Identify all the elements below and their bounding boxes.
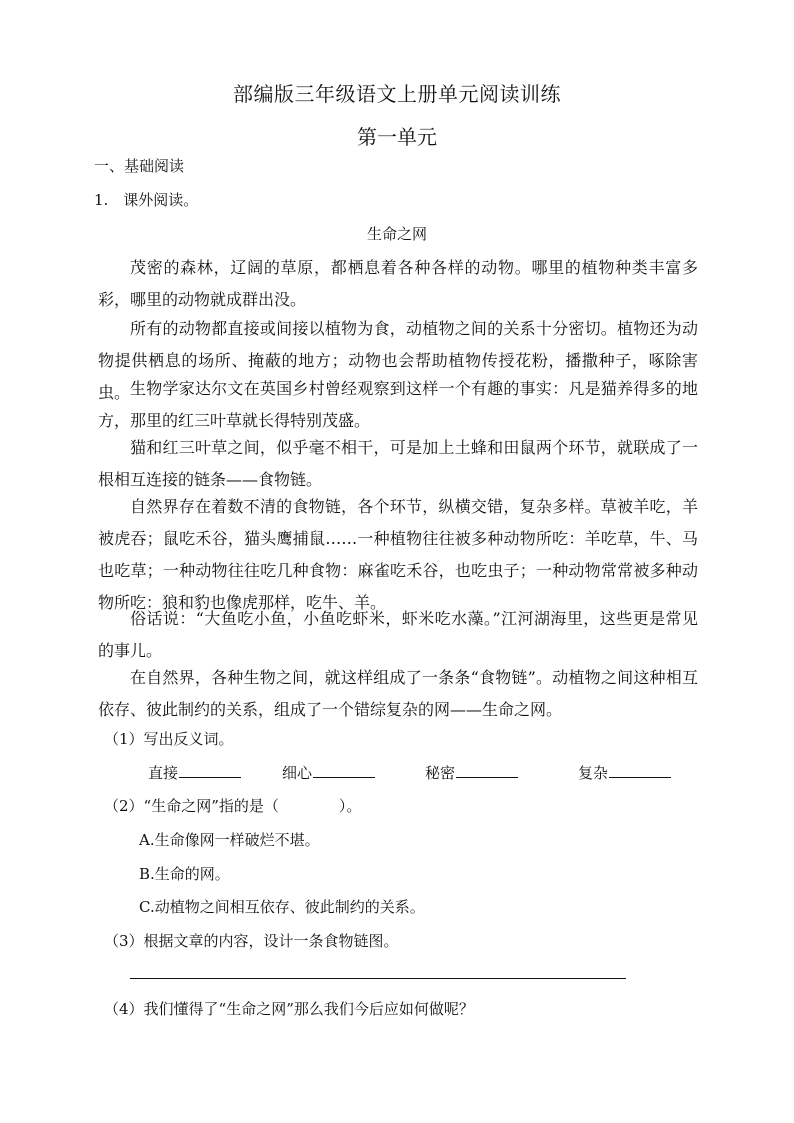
antonym-blank[interactable] <box>179 763 241 778</box>
antonym-word: 细心 <box>282 764 313 782</box>
page-title: 部编版三年级语文上册单元阅读训练 <box>233 82 561 106</box>
option-b: B.生命的网。 <box>139 865 230 883</box>
sub-question-3: （3）根据文章的内容，设计一条食物链图。 <box>104 932 399 950</box>
antonym-blank[interactable] <box>609 763 671 778</box>
antonym-word: 复杂 <box>578 764 609 782</box>
antonym-word: 直接 <box>148 764 179 782</box>
antonym-item <box>578 762 671 783</box>
sub-question-1: （1）写出反义词。 <box>104 730 234 748</box>
sub-question-4: （4）我们懂得了“生命之网”那么我们今后应如何做呢？ <box>104 1000 474 1018</box>
essay-title: 生命之网 <box>366 225 427 243</box>
essay-paragraph-3: 生物学家达尔文在英国乡村曾经观察到这样一个有趣的事实：凡是猫养得多的地方，那里的红三叶草就长得特别茂盛。 <box>98 379 698 430</box>
antonym-blank[interactable] <box>456 763 518 778</box>
antonym-blank[interactable] <box>313 763 375 778</box>
antonym-item <box>425 762 518 783</box>
unit-heading: 第一单元 <box>357 125 437 149</box>
antonym-item <box>148 762 241 783</box>
essay-paragraph-7: 在自然界，各种生物之间，就这样组成了一条条“食物链”。动植物之间这种相互依存、彼此制约的关系，组成了一个错综复杂的网——生命之网。 <box>98 668 698 719</box>
essay-paragraph-2: 所有的动物都直接或间接以植物为食，动植物之间的关系十分密切。植物还为动物提供栖息的场所、掩蔽的地方；动物也会帮助植物传授花粉，播撒种子，啄除害虫。 <box>98 319 698 402</box>
section-heading: 一、基础阅读 <box>94 157 185 175</box>
sub-question-2: （2）“生命之网”指的是（ ）。 <box>104 797 362 815</box>
essay-paragraph-4: 猫和红三叶草之间，似乎毫不相干，可是加上土蜂和田鼠两个环节，就联成了一根相互连接的链条——食物链。 <box>98 438 698 489</box>
essay-paragraph-1: 茂密的森林，辽阔的草原，都栖息着各种各样的动物。哪里的植物种类丰富多彩，哪里的动物就成群出没。 <box>98 258 698 309</box>
option-a: A.生命像网一样破烂不堪。 <box>139 831 320 849</box>
answer-line[interactable] <box>130 978 626 979</box>
option-c: C.动植物之间相互依存、彼此制约的关系。 <box>139 898 425 916</box>
antonym-item <box>282 762 375 783</box>
antonym-word: 秘密 <box>425 764 456 782</box>
question-heading: 1. 课外阅读。 <box>94 191 199 209</box>
essay-paragraph-6: 俗话说：“大鱼吃小鱼，小鱼吃虾米，虾米吃水藻。”江河湖海里，这些更是常见的事儿。 <box>98 609 698 660</box>
essay-paragraph-5: 自然界存在着数不清的食物链，各个环节，纵横交错，复杂多样。草被羊吃，羊被虎吞；鼠吃禾谷，猫头鹰捕鼠……一种植物往往被多种动物所吃：羊吃草，牛、马也吃草；一种动物往往吃几种食物：麻雀吃禾谷，也吃虫子；一种动物常常被多种动物所吃：狼和豹也像虎那样，吃牛、羊。 <box>98 497 698 612</box>
